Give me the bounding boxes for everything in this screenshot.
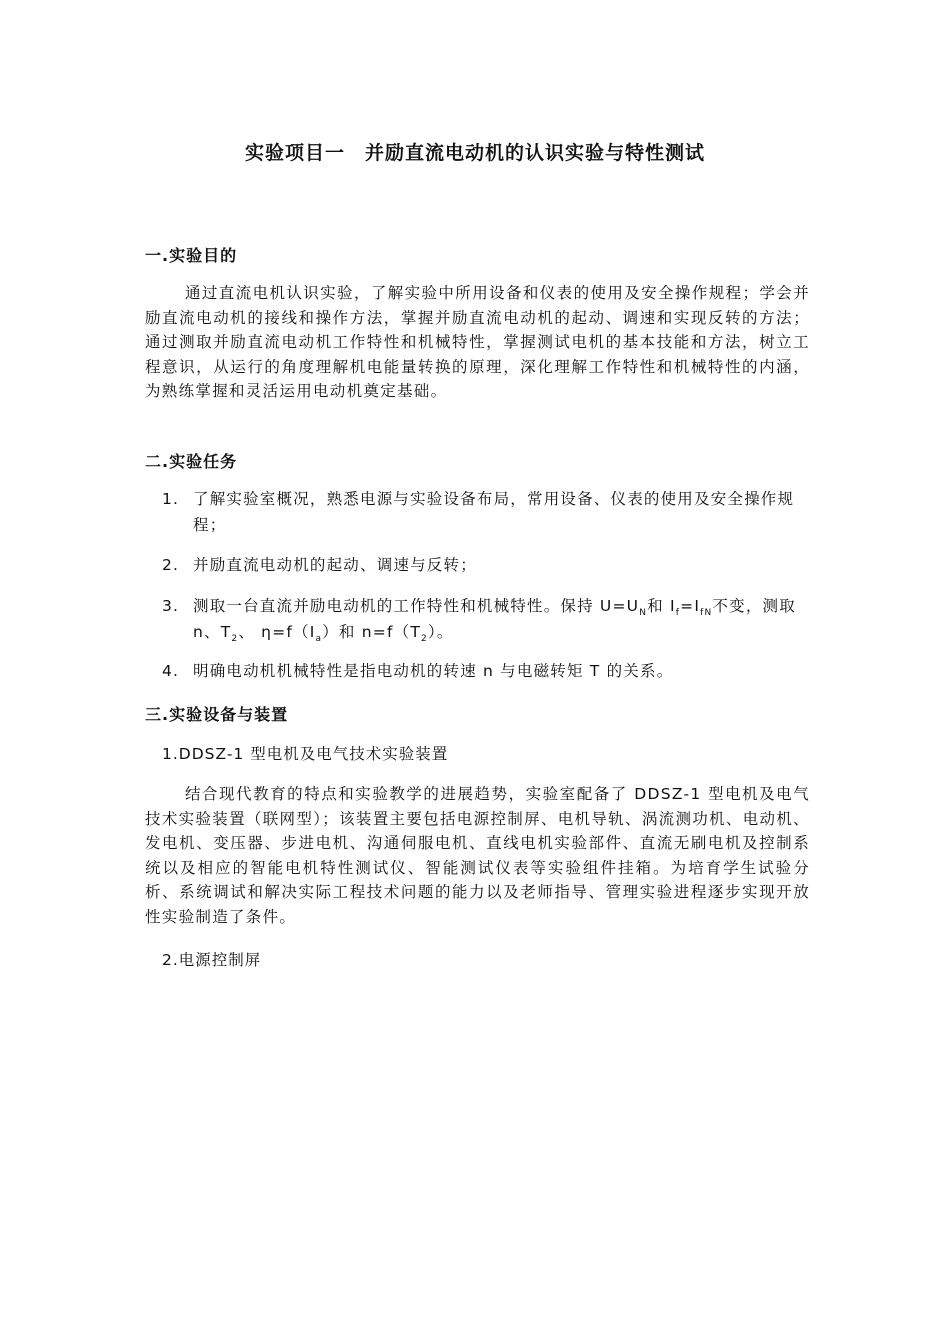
section-heading-tasks: 二.实验任务 <box>145 452 238 471</box>
list-item <box>162 593 822 645</box>
list-item <box>162 658 822 684</box>
section-paragraph-equipment: 结合现代教育的特点和实验教学的进展趋势，实验室配备了 DDSZ-1 型电机及电气技术实验装置（联网型）；该装置主要包括电源控制屏、电机导轨、涡流测功机、电动机、发电机、变压器、步进电机、沟通伺服电机、直线电机实验部件、直流无刷电机及控制系统以及相应的智能电机特性测试仪、智能测试仪表等实验组件挂箱。为培育学生试验分析、系统调试和解决实际工程技术问题的能力以及老师指导、管理实验进程逐步实现开放性实验制造了条件。 <box>145 785 810 926</box>
subsection-heading-power-panel: 2.电源控制屏 <box>162 951 262 969</box>
list-item <box>162 552 822 578</box>
list-item-text-formula: 测取一台直流并励电动机的工作特性和机械特性。保持 $U=U_N$和 $I_f=I_{fN}$不变，测取 n、$T_2$、 $\eta=f(I_a)$和 $n=f(T_2)$。 <box>193 597 796 645</box>
list-item <box>162 486 822 538</box>
document-title: 实验项目一 并励直流电动机的认识实验与特性测试 <box>244 142 705 164</box>
list-item-number: 1. <box>162 490 180 508</box>
list-item-number: 4. <box>162 662 180 680</box>
section-paragraph-purpose: 通过直流电机认识实验，了解实验中所用设备和仪表的使用及安全操作规程；学会并励直流电动机的接线和操作方法，掌握并励直流电动机的起动、调速和实现反转的方法；通过测取并励直流电动机工作特性和机械特性，掌握测试电机的基本技能和方法，树立工程意识，从运行的角度理解机电能量转换的原理，深化理解工作特性和机械特性的内涵，为熟练掌握和灵活运用电动机奠定基础。 <box>145 284 810 400</box>
list-item-number: 2. <box>162 556 180 574</box>
list-item-number: 3. <box>162 597 180 615</box>
section-heading-purpose: 一.实验目的 <box>145 246 238 265</box>
section-heading-equipment: 三.实验设备与装置 <box>145 705 289 724</box>
list-item-text: 明确电动机机械特性是指电动机的转速 n 与电磁转矩 T 的关系。 <box>193 662 674 680</box>
list-item-text: 了解实验室概况，熟悉电源与实验设备布局，常用设备、仪表的使用及安全操作规程； <box>193 490 795 534</box>
subsection-heading-ddsz: 1.DDSZ-1 型电机及电气技术实验装置 <box>162 745 449 763</box>
list-item-text: 并励直流电动机的起动、调速与反转； <box>193 556 477 574</box>
